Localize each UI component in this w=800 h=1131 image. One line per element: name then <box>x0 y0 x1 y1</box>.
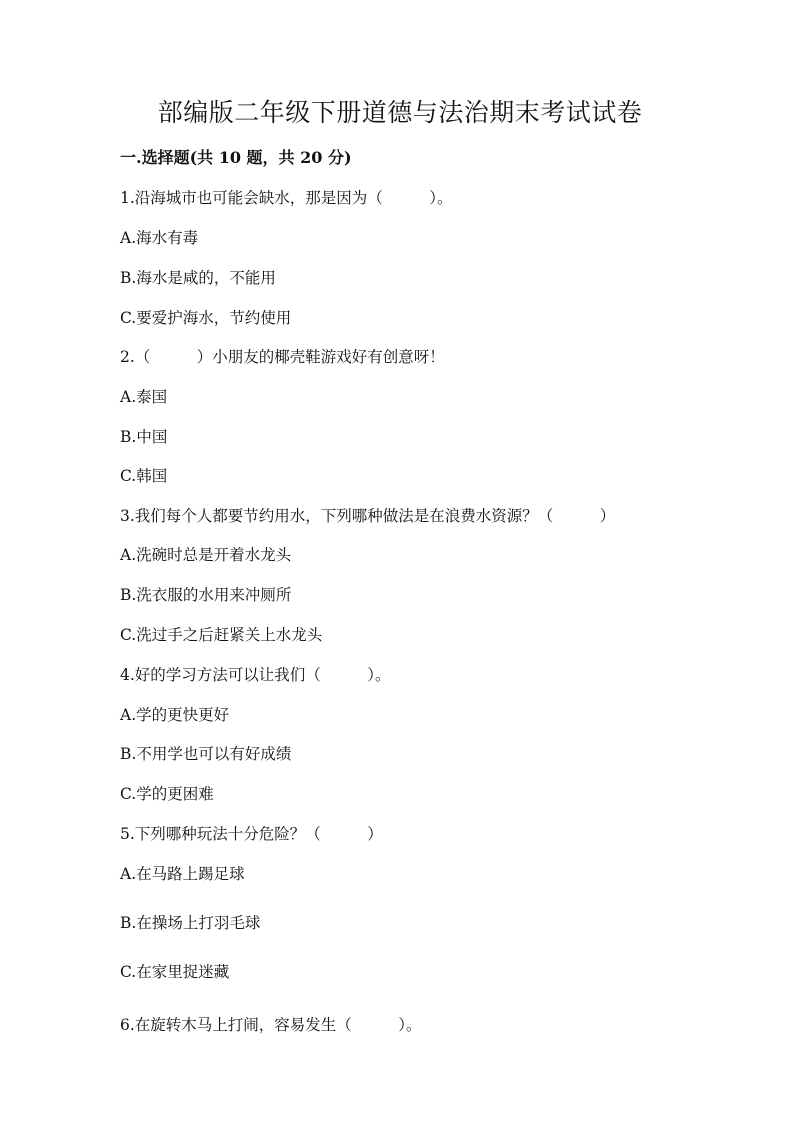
question-1-option-b: B.海水是咸的，不能用 <box>120 269 276 287</box>
question-3-stem: 3.我们每个人都要节约用水，下列哪种做法是在浪费水资源？（ ） <box>120 507 616 525</box>
question-4-option-b: B.不用学也可以有好成绩 <box>120 745 292 763</box>
question-4-option-a: A.学的更快更好 <box>120 706 230 724</box>
question-1-option-c: C.要爱护海水，节约使用 <box>120 309 292 327</box>
question-3-option-b: B.洗衣服的水用来冲厕所 <box>120 586 292 604</box>
question-4-stem: 4.好的学习方法可以让我们（ ）。 <box>120 666 391 684</box>
question-1-option-a: A.海水有毒 <box>120 229 199 247</box>
question-5-stem: 5.下列哪种玩法十分危险？（ ） <box>120 825 383 843</box>
question-3-option-a: A.洗碗时总是开着水龙头 <box>120 546 292 564</box>
question-2-option-c: C.韩国 <box>120 467 168 485</box>
section-heading: 一.选择题(共 10 题，共 20 分) <box>120 148 352 167</box>
question-5-option-a: A.在马路上踢足球 <box>120 865 245 883</box>
question-6-stem: 6.在旋转木马上打闹，容易发生（ ）。 <box>120 1016 422 1034</box>
question-1-stem: 1.沿海城市也可能会缺水，那是因为（ ）。 <box>120 189 453 207</box>
page-title: 部编版二年级下册道德与法治期末考试试卷 <box>157 98 643 127</box>
question-5-option-c: C.在家里捉迷藏 <box>120 963 230 981</box>
question-2-stem: 2.（ ）小朋友的椰壳鞋游戏好有创意呀！ <box>120 348 445 366</box>
question-2-option-a: A.泰国 <box>120 388 168 406</box>
question-3-option-c: C.洗过手之后赶紧关上水龙头 <box>120 626 323 644</box>
question-5-option-b: B.在操场上打羽毛球 <box>120 914 261 932</box>
question-4-option-c: C.学的更困难 <box>120 785 214 803</box>
question-2-option-b: B.中国 <box>120 428 168 446</box>
